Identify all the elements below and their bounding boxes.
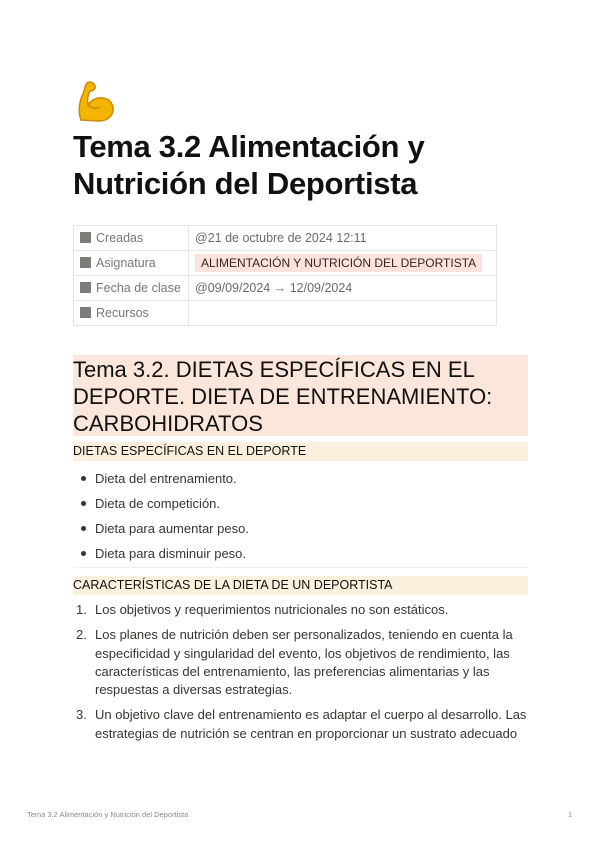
- list-item: [73, 706, 528, 743]
- list-number: 2.: [76, 627, 87, 643]
- list-item: Dieta de competición.: [73, 491, 249, 516]
- property-key: Fecha de clase: [96, 281, 181, 295]
- section-subheading: CARACTERÍSTICAS DE LA DIETA DE UN DEPORTISTA: [73, 576, 528, 595]
- list-item: [73, 626, 528, 699]
- list-item-text: Un objetivo clave del entrenamiento es adaptar el cuerpo al desarrollo. Las estrategias de nutrición se centran en proporcionar un sustrato adecuado: [95, 707, 527, 741]
- properties-table: [73, 225, 497, 326]
- property-key: Creadas: [96, 231, 144, 245]
- property-icon: [80, 257, 91, 268]
- property-icon: [80, 232, 91, 243]
- section-heading: Tema 3.2. DIETAS ESPECÍFICAS EN EL DEPORTE. DIETA DE ENTRENAMIENTO: CARBOHIDRATOS: [73, 355, 528, 436]
- property-key: Asignatura: [96, 256, 156, 270]
- list-number: 1.: [76, 602, 87, 617]
- property-row-subject: [74, 251, 497, 276]
- list-item: Dieta para disminuir peso.: [73, 541, 249, 566]
- property-row-resources: [74, 301, 497, 326]
- list-item-text: Los planes de nutrición deben ser personalizados, teniendo en cuenta la especificidad y singularidad del evento, los objetivos de rendimiento, las características del entrenamiento, las preferencias alimentarias y las respuestas a diversas estrategias.: [95, 627, 513, 698]
- page-title: Tema 3.2 Alimentación y Nutrición del Deportista: [73, 129, 425, 201]
- list-item: Dieta del entrenamiento.: [73, 466, 249, 491]
- property-row-class-date: [74, 276, 497, 301]
- numbered-list: [73, 601, 528, 750]
- property-icon: [80, 307, 91, 318]
- property-row-created: [74, 226, 497, 251]
- footer-page-number: 1: [568, 810, 573, 819]
- property-value[interactable]: [189, 301, 497, 326]
- bulleted-list: [73, 466, 249, 566]
- list-item-text: Los objetivos y requerimientos nutricionales no son estáticos.: [95, 602, 449, 617]
- list-item: Dieta para aumentar peso.: [73, 516, 249, 541]
- divider: [73, 567, 528, 568]
- flexed-biceps-icon: [73, 80, 115, 122]
- property-value[interactable]: @09/09/2024 → 12/09/2024: [189, 276, 497, 301]
- property-icon: [80, 282, 91, 293]
- section-subheading: DIETAS ESPECÍFICAS EN EL DEPORTE: [73, 442, 528, 461]
- list-item: [73, 601, 528, 619]
- subject-tag[interactable]: ALIMENTACIÓN Y NUTRICIÓN DEL DEPORTISTA: [195, 254, 482, 272]
- footer-doc-title: Tema 3.2 Alimentación y Nutrición del Deportista: [27, 810, 189, 819]
- list-number: 3.: [76, 707, 87, 723]
- property-value[interactable]: @21 de octubre de 2024 12:11: [189, 226, 497, 251]
- property-key: Recursos: [96, 306, 149, 320]
